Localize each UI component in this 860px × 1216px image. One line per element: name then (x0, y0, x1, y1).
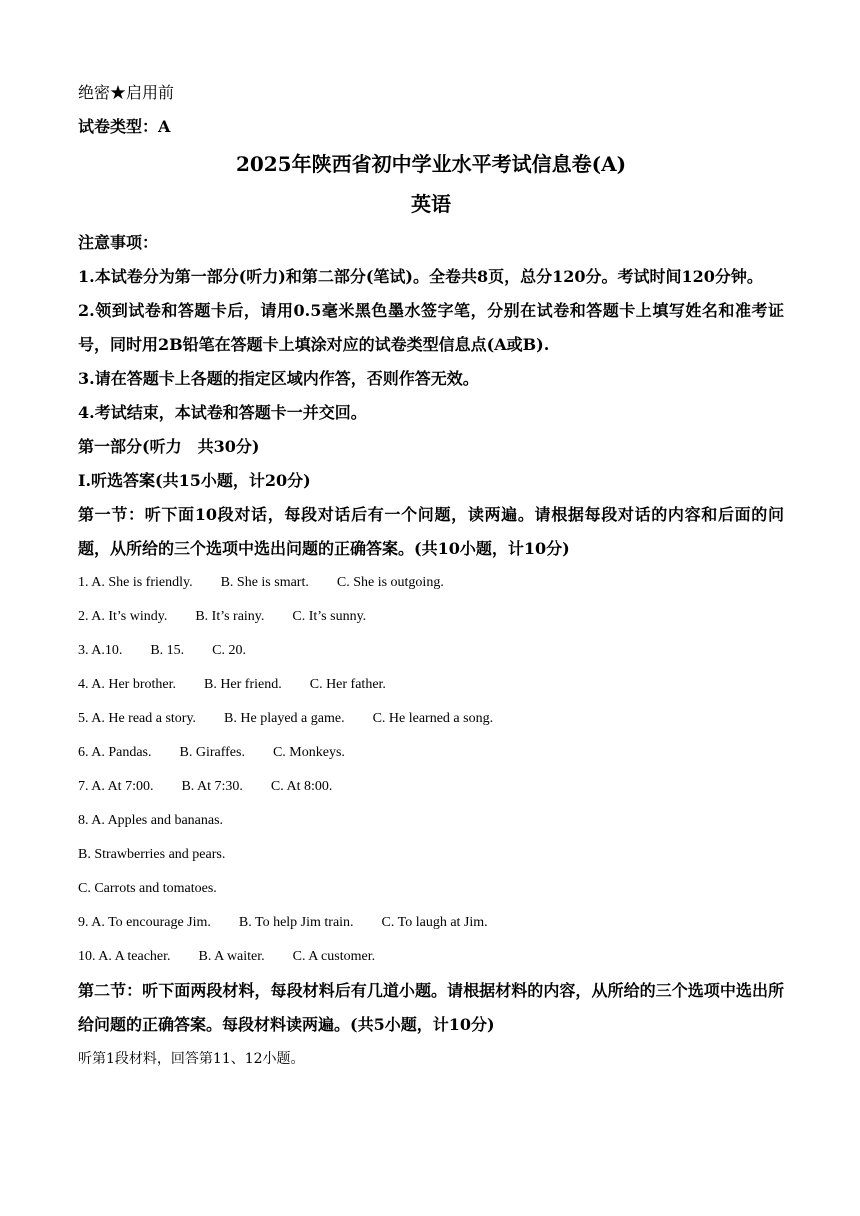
material1-note: 听第1段材料，回答第11、12小题。 (78, 1051, 305, 1067)
note-item-4: 4.考试结束，本试卷和答题卡一并交回。 (78, 403, 367, 422)
section2-instructions: 第二节：听下面两段材料，每段材料后有几道小题。请根据材料的内容，从所给的三个选项中选出所给问题的正确答案。每段材料读两遍。(共5小题，计10分) (78, 981, 784, 1034)
question-9: 9. A. To encourage Jim. B. To help Jim train. C. To laugh at Jim. (78, 915, 488, 930)
note-item-3: 3.请在答题卡上各题的指定区域内作答，否则作答无效。 (78, 369, 479, 388)
note-item-2: 2.领到试卷和答题卡后，请用0.5毫米黑色墨水签字笔，分别在试卷和答题卡上填写姓名和准考证号，同时用2B铅笔在答题卡上填涂对应的试卷类型信息点(A或B). (78, 301, 784, 354)
question-5: 5. A. He read a story. B. He played a game. C. He learned a song. (78, 711, 494, 726)
exam-title: 2025年陕西省初中学业水平考试信息卷(A) (235, 152, 627, 176)
paper-type-label: 试卷类型：A (78, 117, 171, 136)
question-10: 10. A. A teacher. B. A waiter. C. A customer. (78, 949, 376, 964)
question-4: 4. A. Her brother. B. Her friend. C. Her father. (78, 677, 386, 692)
section1-instructions: 第一节：听下面10段对话，每段对话后有一个问题，读两遍。请根据每段对话的内容和后面的问题，从所给的三个选项中选出问题的正确答案。(共10小题，计10分) (78, 505, 784, 558)
exam-page (78, 76, 784, 1076)
notes-heading: 注意事项： (78, 233, 159, 252)
question-1: 1. A. She is friendly. B. She is smart. C. She is outgoing. (78, 575, 444, 590)
part1-heading: 第一部分(听力 共30分) (78, 437, 260, 456)
subject-title: 英语 (411, 192, 451, 216)
secret-label: 绝密★启用前 (78, 83, 175, 102)
question-7: 7. A. At 7:00. B. At 7:30. C. At 8:00. (78, 779, 333, 794)
question-8-option-a: 8. A. Apples and bananas. (78, 813, 224, 828)
question-6: 6. A. Pandas. B. Giraffes. C. Monkeys. (78, 745, 345, 760)
question-8-option-c: C. Carrots and tomatoes. (78, 881, 217, 896)
question-3: 3. A.10. B. 15. C. 20. (78, 643, 247, 658)
note-item-1: 1.本试卷分为第一部分(听力)和第二部分(笔试)。全卷共8页，总分120分。考试时间120分钟。 (78, 267, 763, 286)
section1-heading: Ⅰ.听选答案(共15小题，计20分) (78, 471, 311, 490)
question-2: 2. A. It’s windy. B. It’s rainy. C. It’s sunny. (78, 609, 367, 624)
question-8-option-b: B. Strawberries and pears. (78, 847, 226, 862)
